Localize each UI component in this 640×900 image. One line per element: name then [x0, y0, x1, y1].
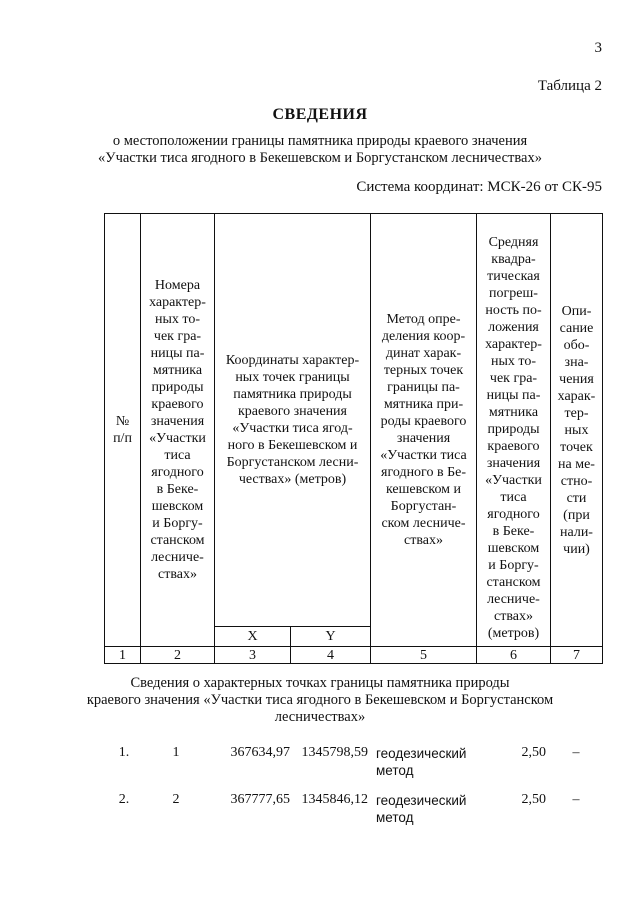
header-text-line: точек [560, 439, 593, 455]
header-text-line: мятника [488, 405, 539, 420]
header-text-line: Опи- [561, 303, 592, 319]
header-table [104, 213, 603, 664]
header-text-line: значения [150, 414, 205, 429]
header-text-line: на ме- [558, 456, 595, 472]
header-text-line: ных то- [491, 354, 536, 369]
header-text-line: нали- [560, 524, 593, 540]
header-description [551, 214, 603, 647]
point-number: 1 [172, 745, 180, 760]
header-text-line: краевого [487, 439, 540, 454]
description: – [572, 792, 580, 807]
header-text-line: лесниче- [487, 592, 540, 607]
table-row [0, 745, 640, 785]
section-heading-line: лесничествах» [274, 709, 366, 725]
header-method [371, 214, 477, 647]
coord-y: 1345798,59 [301, 745, 368, 760]
header-text-line: природы [487, 422, 540, 437]
method-line: геодезический [376, 746, 467, 761]
header-text-line: ском лесниче- [381, 516, 466, 531]
header-text-line: и Боргу- [488, 558, 539, 573]
section-heading-line: Сведения о характерных точках границы памятника природы [130, 675, 510, 691]
header-text-line: Средняя [488, 235, 539, 250]
header-text-line: в Беке- [492, 524, 535, 539]
header-x: X [215, 627, 291, 647]
header-text-line: характер- [149, 295, 206, 310]
header-text-line: ницы па- [150, 346, 205, 361]
header-text-line: (метров) [487, 626, 540, 641]
error-value: 2,50 [521, 745, 546, 760]
coord-x: 367634,97 [230, 745, 290, 760]
header-text-line: динат харак- [385, 346, 462, 361]
header-text-line: ягодного [487, 507, 540, 522]
header-text-line: «Участки [485, 473, 542, 488]
column-number: 1 [105, 647, 141, 664]
header-text-line: «Участки тиса ягод- [232, 421, 353, 436]
header-text-line: терных точек [383, 363, 464, 378]
header-text-line: тиса [500, 490, 527, 505]
column-number: 5 [371, 647, 477, 664]
row-index: 1. [118, 745, 130, 760]
document-subtitle [0, 133, 640, 167]
header-text-line: деления коор- [381, 329, 466, 344]
header-point-numbers [141, 214, 215, 647]
header-text-line: ствах» [494, 609, 533, 624]
header-coordinates [215, 214, 371, 627]
column-number: 4 [291, 647, 371, 664]
header-text-line: мятника при- [383, 397, 464, 412]
subtitle-line: «Участки тиса ягодного в Бекешевском и Боргустанском лесничествах» [98, 150, 542, 166]
header-text-line: ных то- [155, 312, 200, 327]
header-text-line: ного в Бекешевском и [227, 438, 358, 453]
header-text-line: ягодного [151, 465, 204, 480]
column-number: 6 [477, 647, 551, 664]
header-text-line: Боргустанском лесни- [226, 455, 359, 470]
header-text-line: погреш- [489, 286, 538, 301]
header-text-line: «Участки [149, 431, 206, 446]
header-text-line: сти [566, 490, 587, 506]
header-text-line: ствах» [404, 533, 443, 548]
header-text-line: зна- [564, 354, 589, 370]
header-text-line: (при [563, 507, 590, 523]
header-text-line: чии) [563, 541, 590, 557]
header-text-line: тическая [487, 269, 540, 284]
header-text-line: шевском [487, 541, 540, 556]
header-text-line: Координаты характер- [225, 353, 360, 368]
header-text-line: краевого [151, 397, 204, 412]
header-text-line: природы [151, 380, 204, 395]
header-text-line: ных точек границы [235, 370, 350, 385]
table-row [0, 792, 640, 832]
header-number [105, 214, 141, 647]
header-text-line: границы па- [387, 380, 460, 395]
header-text-line: Боргустан- [390, 499, 457, 514]
header-text-line: стно- [560, 473, 593, 489]
method-line: метод [376, 763, 414, 778]
header-text-line: чения [559, 371, 594, 387]
header-error [477, 214, 551, 647]
coord-x: 367777,65 [230, 792, 290, 807]
method-line: метод [376, 810, 414, 825]
header-text-line: краевого значения [238, 404, 347, 419]
header-text-line: Метод опре- [386, 312, 461, 327]
column-number: 3 [215, 647, 291, 664]
header-text-line: № [115, 414, 130, 429]
header-text-line: обо- [563, 337, 590, 353]
table-label: Таблица 2 [537, 78, 602, 94]
header-text-line: мятника [152, 363, 203, 378]
header-text-line: характер- [485, 337, 542, 352]
subtitle-line: о местоположении границы памятника природы краевого значения [112, 133, 528, 149]
header-text-line: лесниче- [151, 550, 204, 565]
coord-y: 1345846,12 [301, 792, 368, 807]
method-line: геодезический [376, 793, 467, 808]
header-text-line: значения [396, 431, 451, 446]
header-text-line: шевском [151, 499, 204, 514]
method [376, 745, 486, 779]
page-number: 3 [594, 40, 602, 56]
point-number: 2 [172, 792, 180, 807]
header-text-line: сание [559, 320, 594, 336]
column-number: 2 [141, 647, 215, 664]
header-text-line: ствах» [158, 567, 197, 582]
header-text-line: ницы па- [486, 388, 541, 403]
header-text-line: харак- [557, 388, 596, 404]
header-text-line: Номера [154, 278, 201, 293]
header-text-line: квадра- [491, 252, 536, 267]
header-text-line: чествах» (метров) [238, 472, 347, 487]
header-text-line: тер- [564, 405, 589, 421]
header-text-line: ность по- [485, 303, 542, 318]
description: – [572, 745, 580, 760]
row-index: 2. [118, 792, 130, 807]
coordinate-system: Система координат: МСК-26 от СК-95 [356, 179, 602, 195]
header-text-line: ложения [488, 320, 539, 335]
document-title: СВЕДЕНИЯ [272, 106, 368, 123]
section-heading [0, 675, 640, 726]
header-text-line: чек гра- [153, 329, 202, 344]
header-text-line: в Беке- [156, 482, 199, 497]
header-text-line: и Боргу- [152, 516, 203, 531]
header-text-line: станском [486, 575, 541, 590]
header-text-line: п/п [113, 431, 132, 446]
header-text-line: памятника природы [233, 387, 352, 402]
header-text-line: роды краевого [380, 414, 467, 429]
header-text-line: тиса [164, 448, 191, 463]
error-value: 2,50 [521, 792, 546, 807]
header-text-line: «Участки тиса [380, 448, 467, 463]
header-text-line: кешевском и [385, 482, 462, 497]
section-heading-line: краевого значения «Участки тиса ягодного в Бекешевском и Боргустанском [86, 692, 554, 708]
header-text-line: станском [150, 533, 205, 548]
column-number: 7 [551, 647, 603, 664]
method [376, 792, 486, 826]
header-text-line: ных [564, 422, 589, 438]
header-y: Y [291, 627, 371, 647]
header-text-line: чек гра- [489, 371, 538, 386]
header-text-line: значения [486, 456, 541, 471]
header-text-line: ягодного в Бе- [381, 465, 466, 480]
